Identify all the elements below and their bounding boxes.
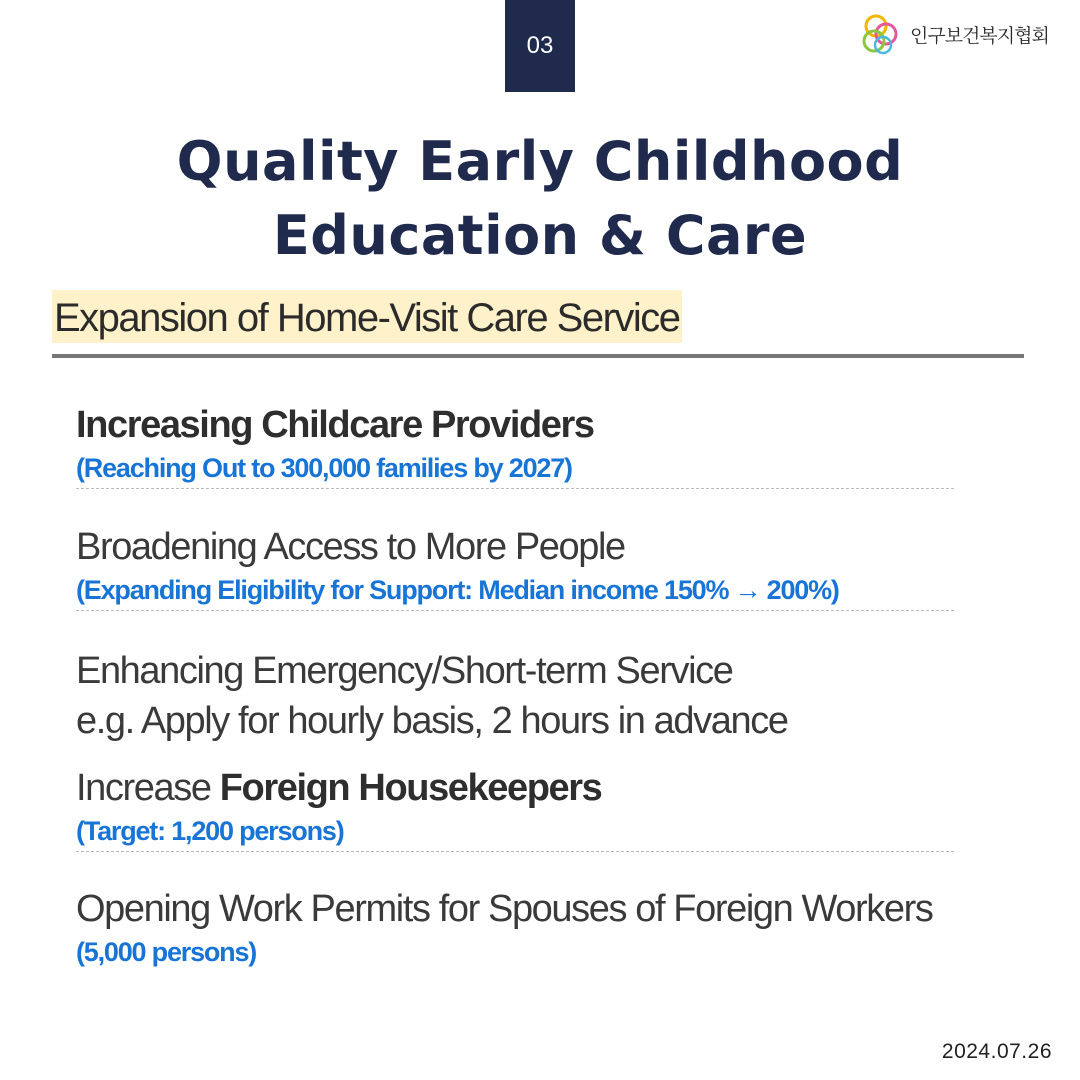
org-logo-icon bbox=[856, 10, 904, 58]
list-item-subtitle: (Expanding Eligibility for Support: Median income 150% → 200%) bbox=[76, 572, 954, 611]
list-item-title-emphasis: Foreign Housekeepers bbox=[219, 767, 602, 809]
org-name: 인구보건복지협회 bbox=[910, 24, 1049, 47]
section-heading bbox=[52, 290, 1024, 358]
list-item-childcare-providers bbox=[76, 400, 954, 489]
main-title-line-1: Quality Early Childhood bbox=[176, 130, 904, 193]
list-item-work-permits bbox=[76, 884, 954, 970]
section-heading-text: Expansion of Home-Visit Care Service bbox=[52, 290, 682, 343]
main-title bbox=[0, 125, 1080, 273]
list-item-detail: e.g. Apply for hourly basis, 2 hours in advance bbox=[76, 700, 788, 742]
list-item-title: Broadening Access to More People bbox=[76, 526, 625, 568]
page-number: 03 bbox=[526, 32, 554, 59]
list-item-broadening-access bbox=[76, 522, 954, 611]
footer-date: 2024.07.26 bbox=[941, 1040, 1052, 1063]
list-item-title-prefix: Increase bbox=[76, 767, 220, 809]
list-item-title: Opening Work Permits for Spouses of Foreign Workers bbox=[76, 888, 933, 930]
list-item-title: Increasing Childcare Providers bbox=[76, 404, 594, 446]
list-item-subtitle: (Reaching Out to 300,000 families by 2027) bbox=[76, 450, 954, 489]
org-logo bbox=[856, 10, 1049, 58]
list-item-title: Enhancing Emergency/Short-term Service bbox=[76, 650, 733, 692]
list-item-foreign-housekeepers bbox=[76, 763, 954, 852]
list-item-title bbox=[76, 763, 954, 813]
page-number-badge bbox=[505, 0, 575, 92]
list-item-subtitle: (Target: 1,200 persons) bbox=[76, 813, 954, 852]
list-item-emergency-service bbox=[76, 646, 954, 746]
list-item-subtitle: (5,000 persons) bbox=[76, 937, 257, 967]
main-title-line-2: Education & Care bbox=[272, 204, 808, 267]
